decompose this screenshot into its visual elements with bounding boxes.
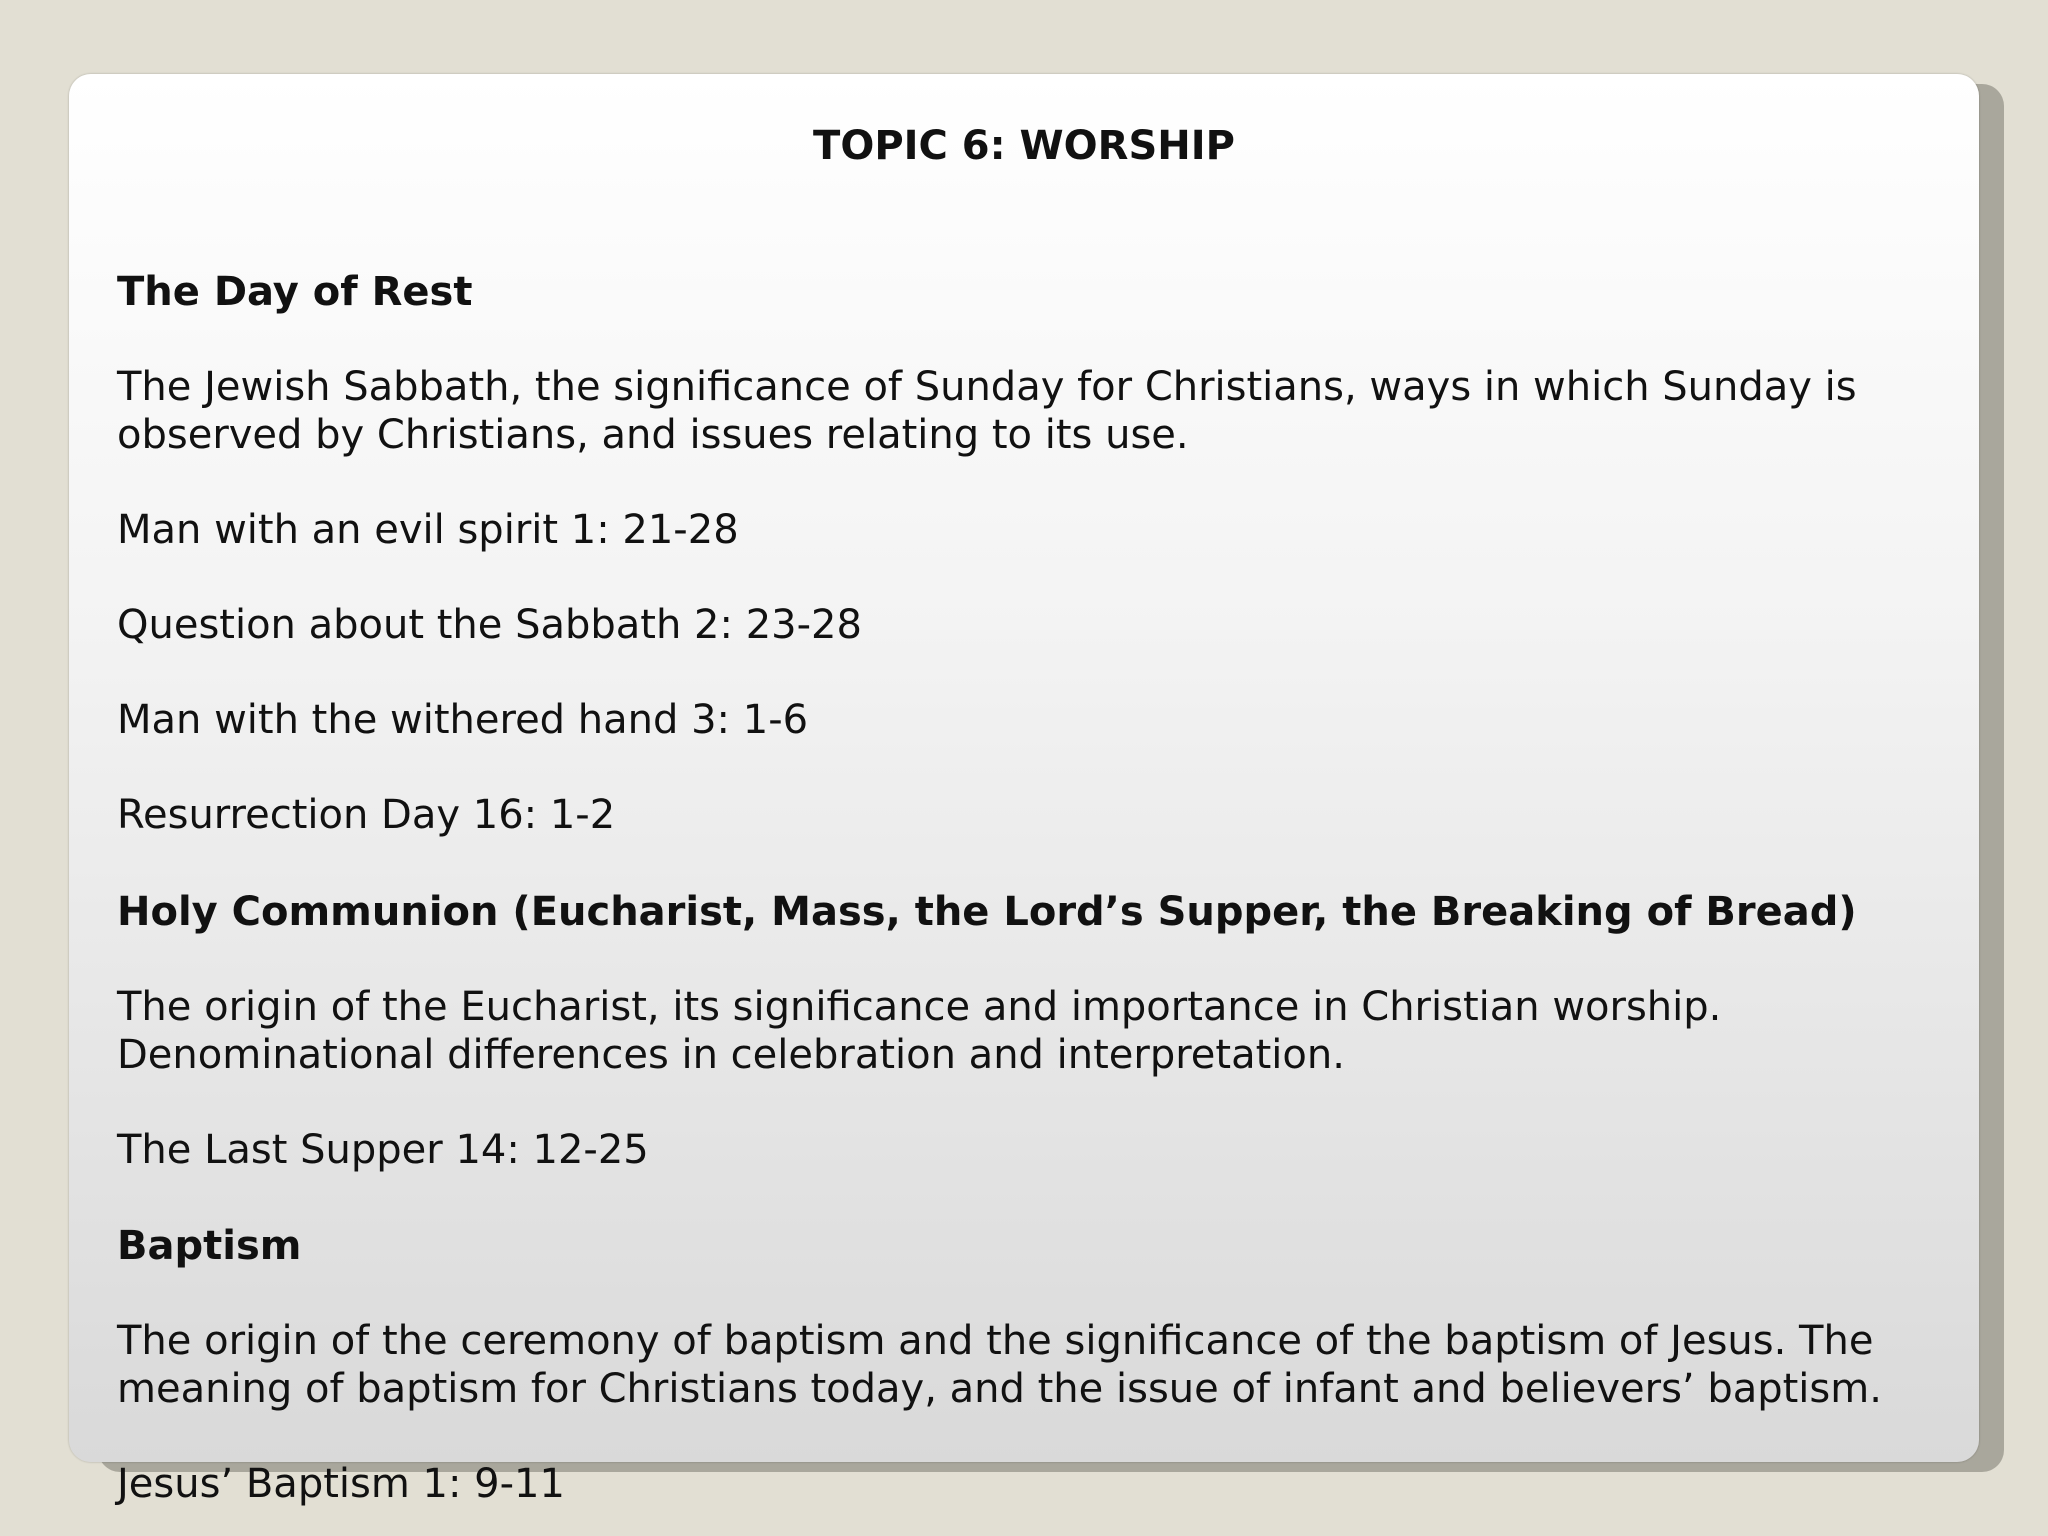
holy-communion-description-line-1: The origin of the Eucharist, its significance and importance in Christian worship. [117, 984, 1722, 1030]
day-of-rest-description-line-1: The Jewish Sabbath, the significance of Sunday for Christians, ways in which Sunday is [117, 364, 1857, 410]
section-heading-day-of-rest: The Day of Rest [117, 269, 473, 315]
scripture-ref-evil-spirit: Man with an evil spirit 1: 21-28 [117, 507, 739, 553]
baptism-description-line-1: The origin of the ceremony of baptism and the significance of the baptism of Jesus. The [117, 1318, 1874, 1364]
scripture-ref-jesus-baptism: Jesus’ Baptism 1: 9-11 [117, 1461, 565, 1507]
scripture-ref-last-supper: The Last Supper 14: 12-25 [117, 1127, 649, 1173]
section-heading-holy-communion: Holy Communion (Eucharist, Mass, the Lord’s Supper, the Breaking of Bread) [117, 889, 1857, 935]
scripture-ref-resurrection-day: Resurrection Day 16: 1-2 [117, 792, 616, 838]
baptism-description-line-2: meaning of baptism for Christians today, and the issue of infant and believers’ baptism. [117, 1366, 1882, 1412]
scripture-ref-withered-hand: Man with the withered hand 3: 1-6 [117, 697, 809, 743]
slide-card [69, 74, 1979, 1507]
section-heading-baptism: Baptism [117, 1223, 302, 1269]
day-of-rest-description-line-2: observed by Christians, and issues relating to its use. [117, 412, 1189, 458]
slide-title: TOPIC 6: WORSHIP [813, 123, 1235, 169]
holy-communion-description-line-2: Denominational differences in celebration and interpretation. [117, 1032, 1345, 1078]
scripture-ref-sabbath-question: Question about the Sabbath 2: 23-28 [117, 602, 862, 648]
